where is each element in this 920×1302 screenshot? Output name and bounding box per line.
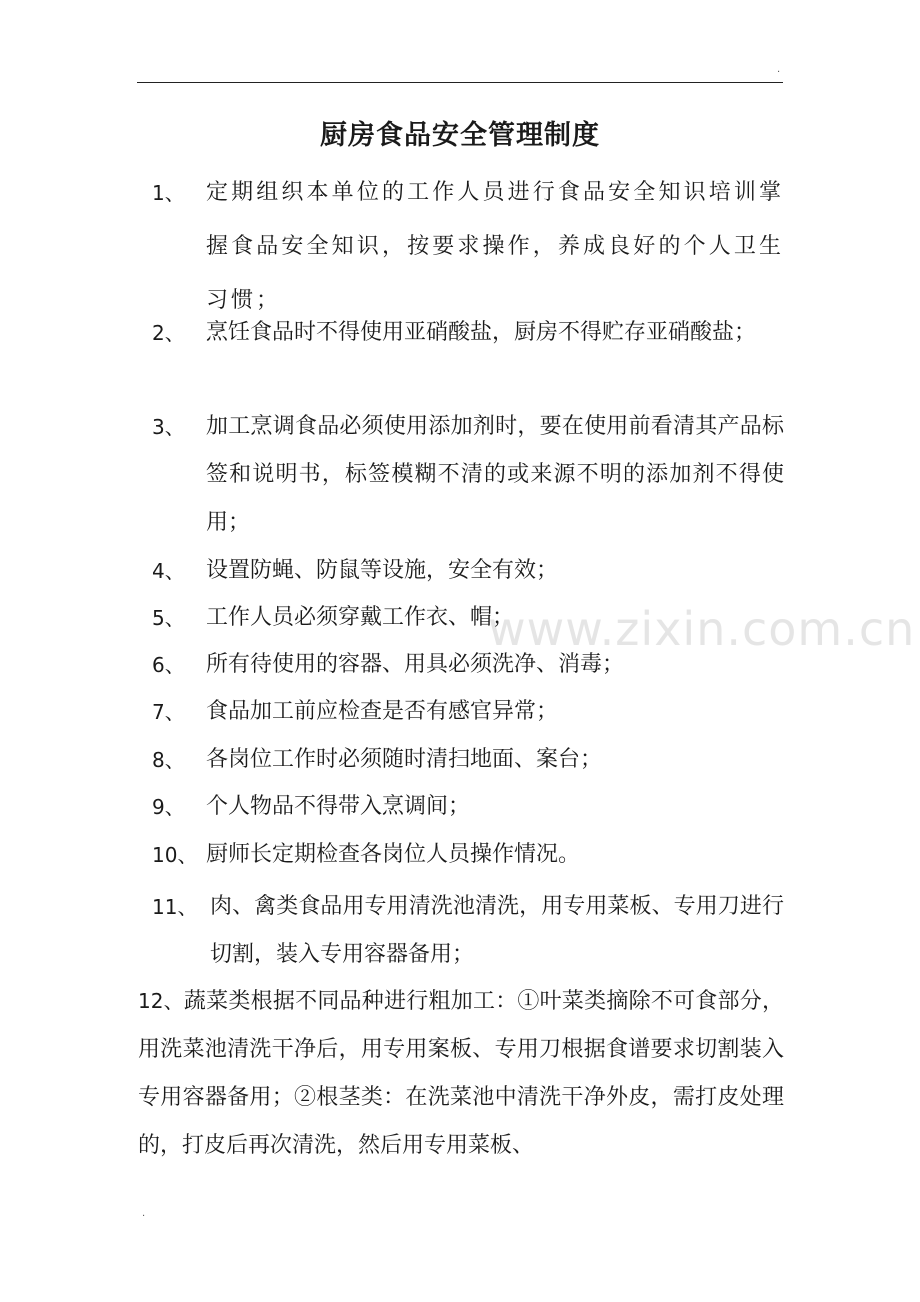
document-title: 厨房食品安全管理制度 — [320, 120, 600, 151]
item-text: 定期组织本单位的工作人员进行食品安全知识培训掌握食品安全知识，按要求操作，养成良好的个人卫生习惯； — [206, 180, 784, 313]
header-rule — [137, 82, 783, 83]
item-number: 4、 — [152, 559, 185, 583]
item-text: 工作人员必须穿戴工作衣、帽； — [206, 605, 515, 630]
item-text: 各岗位工作时必须随时清扫地面、案台； — [206, 747, 603, 772]
item-text: 食品加工前应检查是否有感官异常； — [206, 699, 559, 724]
item-number: 1、 — [152, 181, 185, 205]
list-item — [152, 166, 784, 328]
item-number: 11、 — [152, 895, 198, 919]
item-text: 设置防蝇、防鼠等设施，安全有效； — [206, 558, 559, 583]
item-number: 10、 — [152, 843, 198, 867]
item-text: 肉、禽类食品用专用清洗池清洗，用专用菜板、专用刀进行切割，装入专用容器备用； — [210, 894, 784, 967]
item-number: 2、 — [152, 321, 185, 345]
item-number: 9、 — [152, 795, 185, 819]
list-item — [152, 783, 784, 831]
item-number: 7、 — [152, 700, 185, 724]
list-item — [152, 594, 784, 642]
watermark: www.zixin.com.cn — [488, 602, 916, 656]
item-number: 8、 — [152, 748, 185, 772]
item-text: 烹饪食品时不得使用亚硝酸盐，厨房不得贮存亚硝酸盐； — [206, 320, 757, 345]
list-item — [152, 688, 784, 736]
item-number: 3、 — [152, 415, 185, 439]
item-text: 个人物品不得带入烹调间； — [206, 794, 471, 819]
list-item — [152, 309, 784, 357]
item-text: 厨师长定期检查各岗位人员操作情况。 — [206, 842, 581, 867]
item-text — [138, 977, 784, 1170]
item-number: 5、 — [152, 606, 185, 630]
list-item — [152, 736, 784, 784]
item-number: 12、 — [138, 989, 184, 1013]
list-item — [152, 547, 784, 595]
list-item — [152, 403, 784, 547]
list-item — [152, 883, 784, 979]
list-item — [152, 641, 784, 689]
item-text: 所有待使用的容器、用具必须洗净、消毒； — [206, 652, 625, 677]
list-item — [138, 977, 784, 1170]
item-number: 6、 — [152, 653, 185, 677]
header-dot: . — [777, 64, 781, 75]
list-item — [152, 831, 784, 879]
item-text: 加工烹调食品必须使用添加剂时，要在使用前看清其产品标签和说明书，标签模糊不清的或来源不明的添加剂不得使用； — [206, 414, 784, 535]
item-body: 蔬菜类根据不同品种进行粗加工：①叶菜类摘除不可食部分，用洗菜池清洗干净后，用专用案板、专用刀根据食谱要求切割装入专用容器备用；②根茎类：在洗菜池中清洗干净外皮，需打皮处理的，打皮后再次清洗，然后用专用菜板、 — [138, 989, 784, 1158]
footer-dot: . — [142, 1208, 146, 1219]
